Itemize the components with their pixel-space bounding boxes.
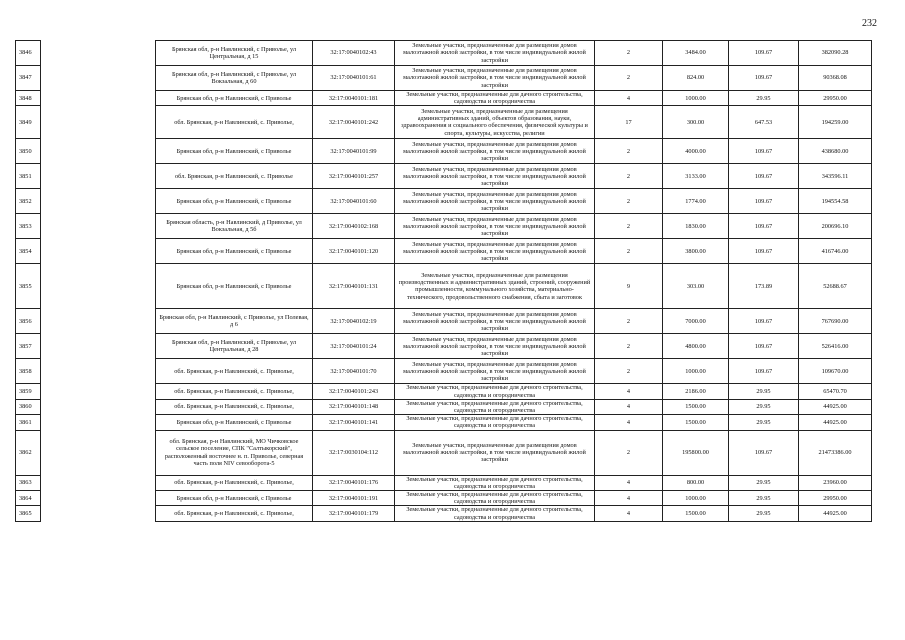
row-number: 3865 (16, 506, 41, 521)
specific-value-cell: 109.67 (729, 309, 799, 334)
cadastral-number-cell: 32:17:0040101:70 (313, 359, 395, 384)
area-cell: 300.00 (663, 106, 729, 139)
area-cell: 1500.00 (663, 506, 729, 521)
specific-value-cell: 29.95 (729, 475, 799, 490)
row-number: 3862 (16, 430, 41, 475)
table-row (16, 91, 872, 106)
cadastral-value-cell: 109670.00 (799, 359, 872, 384)
land-use-cell: Земельные участки, предназначенные для дачного строительства, садоводства и огородничества (395, 506, 595, 521)
specific-value-cell: 109.67 (729, 66, 799, 91)
specific-value-cell: 109.67 (729, 430, 799, 475)
address-cell: Брянская обл, р-н Навлинский, с Приволье (156, 239, 313, 264)
use-group-cell: 2 (595, 430, 663, 475)
table-row (16, 66, 872, 91)
spacer-cell (41, 164, 156, 189)
table-row (16, 399, 872, 414)
spacer-cell (41, 384, 156, 399)
use-group-cell: 2 (595, 139, 663, 164)
cadastral-value-cell: 29950.00 (799, 91, 872, 106)
use-group-cell: 2 (595, 189, 663, 214)
table-row (16, 430, 872, 475)
use-group-cell: 2 (595, 214, 663, 239)
cadastral-number-cell: 32:17:0040101:120 (313, 239, 395, 264)
area-cell: 1000.00 (663, 491, 729, 506)
spacer-cell (41, 106, 156, 139)
area-cell: 3484.00 (663, 41, 729, 66)
table-row (16, 506, 872, 521)
row-number: 3864 (16, 491, 41, 506)
use-group-cell: 2 (595, 66, 663, 91)
spacer-cell (41, 475, 156, 490)
use-group-cell: 2 (595, 41, 663, 66)
table-row (16, 139, 872, 164)
spacer-cell (41, 91, 156, 106)
spacer-cell (41, 506, 156, 521)
cadastral-value-cell: 44925.00 (799, 415, 872, 430)
table-row (16, 309, 872, 334)
area-cell: 4800.00 (663, 334, 729, 359)
land-use-cell: Земельные участки, предназначенные для размещения домов малоэтажной жилой застройки, в том числе индивидуальной жилой застройки (395, 139, 595, 164)
cadastral-number-cell: 32:17:0040101:24 (313, 334, 395, 359)
row-number: 3848 (16, 91, 41, 106)
address-cell: Брянская обл, р-н Навлинский, с Приволье (156, 264, 313, 309)
land-use-cell: Земельные участки, предназначенные для размещения домов малоэтажной жилой застройки, в том числе индивидуальной жилой застройки (395, 41, 595, 66)
specific-value-cell: 173.89 (729, 264, 799, 309)
table-row (16, 359, 872, 384)
area-cell: 1500.00 (663, 399, 729, 414)
cadastral-value-cell: 416746.00 (799, 239, 872, 264)
cadastral-number-cell: 32:17:0030104:112 (313, 430, 395, 475)
table-row (16, 239, 872, 264)
address-cell: обл. Брянская, р-н Навлинский, с. Приволье, (156, 384, 313, 399)
row-number: 3861 (16, 415, 41, 430)
use-group-cell: 2 (595, 334, 663, 359)
land-use-cell: Земельные участки, предназначенные для дачного строительства, садоводства и огородничества (395, 415, 595, 430)
address-cell: обл. Брянская, р-н Навлинский, с. Приволье, (156, 475, 313, 490)
land-use-cell: Земельные участки, предназначенные для размещения домов малоэтажной жилой застройки, в том числе индивидуальной жилой застройки (395, 214, 595, 239)
address-cell: Брянская обл, р-н Навлинский, с Приволье, ул Полевая, д 6 (156, 309, 313, 334)
cadastral-value-cell: 29950.00 (799, 491, 872, 506)
address-cell: Брянская обл, р-н Навлинский, с Приволье, ул Центральная, д 15 (156, 41, 313, 66)
cadastral-value-cell: 382090.28 (799, 41, 872, 66)
table-row (16, 475, 872, 490)
row-number: 3854 (16, 239, 41, 264)
spacer-cell (41, 359, 156, 384)
cadastral-number-cell: 32:17:0040101:191 (313, 491, 395, 506)
row-number: 3858 (16, 359, 41, 384)
specific-value-cell: 109.67 (729, 139, 799, 164)
specific-value-cell: 29.95 (729, 506, 799, 521)
land-use-cell: Земельные участки, предназначенные для размещения домов малоэтажной жилой застройки, в том числе индивидуальной жилой застройки (395, 359, 595, 384)
use-group-cell: 4 (595, 415, 663, 430)
use-group-cell: 2 (595, 239, 663, 264)
row-number: 3849 (16, 106, 41, 139)
specific-value-cell: 647.53 (729, 106, 799, 139)
table-row (16, 264, 872, 309)
cadastral-number-cell: 32:17:0040101:61 (313, 66, 395, 91)
row-number: 3855 (16, 264, 41, 309)
cadastral-number-cell: 32:17:0040101:243 (313, 384, 395, 399)
table-row (16, 41, 872, 66)
specific-value-cell: 29.95 (729, 384, 799, 399)
row-number: 3863 (16, 475, 41, 490)
use-group-cell: 4 (595, 491, 663, 506)
cadastral-value-cell: 200696.10 (799, 214, 872, 239)
row-number: 3859 (16, 384, 41, 399)
table-row (16, 415, 872, 430)
spacer-cell (41, 41, 156, 66)
area-cell: 3133.00 (663, 164, 729, 189)
area-cell: 1774.00 (663, 189, 729, 214)
row-number: 3856 (16, 309, 41, 334)
use-group-cell: 4 (595, 384, 663, 399)
use-group-cell: 4 (595, 475, 663, 490)
area-cell: 303.00 (663, 264, 729, 309)
address-cell: Брянская обл, р-н Навлинский, с Приволье, ул Центральная, д 28 (156, 334, 313, 359)
address-cell: Брянская обл, р-н Навлинский, с Приволье, ул Вокзальная, д 60 (156, 66, 313, 91)
land-use-cell: Земельные участки, предназначенные для размещения домов малоэтажной жилой застройки, в том числе индивидуальной жилой застройки (395, 430, 595, 475)
spacer-cell (41, 309, 156, 334)
address-cell: Брянская область, р-н Навлинский, д Приволье, ул Вокзальная, д 5б (156, 214, 313, 239)
use-group-cell: 4 (595, 399, 663, 414)
specific-value-cell: 109.67 (729, 239, 799, 264)
cadastral-value-cell: 52688.67 (799, 264, 872, 309)
table-row (16, 189, 872, 214)
area-cell: 800.00 (663, 475, 729, 490)
land-use-cell: Земельные участки, предназначенные для дачного строительства, садоводства и огородничества (395, 399, 595, 414)
address-cell: обл. Брянская, р-н Навлинский, с. Приволье (156, 164, 313, 189)
address-cell: Брянская обл, р-н Навлинский, с Приволье (156, 491, 313, 506)
cadastral-value-cell: 65470.70 (799, 384, 872, 399)
table-row (16, 334, 872, 359)
cadastral-value-cell: 21473386.00 (799, 430, 872, 475)
land-use-cell: Земельные участки, предназначенные для размещения производственных и административных зданий, строений, сооружений промышленности, коммунального хозяйства, материально-технического, продовольственного снабжения, сбыта и заготовок (395, 264, 595, 309)
specific-value-cell: 29.95 (729, 491, 799, 506)
row-number: 3853 (16, 214, 41, 239)
address-cell: Брянская обл, р-н Навлинский, с Приволье (156, 91, 313, 106)
cadastral-value-cell: 526416.00 (799, 334, 872, 359)
spacer-cell (41, 491, 156, 506)
land-use-cell: Земельные участки, предназначенные для размещения домов малоэтажной жилой застройки, в том числе индивидуальной жилой застройки (395, 189, 595, 214)
cadastral-value-cell: 343596.11 (799, 164, 872, 189)
cadastral-number-cell: 32:17:0040102:168 (313, 214, 395, 239)
cadastral-value-cell: 194554.58 (799, 189, 872, 214)
row-number: 3847 (16, 66, 41, 91)
land-use-cell: Земельные участки, предназначенные для размещения домов малоэтажной жилой застройки, в том числе индивидуальной жилой застройки (395, 334, 595, 359)
row-number: 3852 (16, 189, 41, 214)
address-cell: обл. Брянская, р-н Навлинский, с. Приволье, (156, 106, 313, 139)
area-cell: 4000.00 (663, 139, 729, 164)
specific-value-cell: 109.67 (729, 189, 799, 214)
cadastral-number-cell: 32:17:0040101:176 (313, 475, 395, 490)
specific-value-cell: 29.95 (729, 399, 799, 414)
specific-value-cell: 109.67 (729, 334, 799, 359)
cadastral-number-cell: 32:17:0040101:99 (313, 139, 395, 164)
cadastral-number-cell: 32:17:0040102:43 (313, 41, 395, 66)
table-row (16, 384, 872, 399)
land-use-cell: Земельные участки, предназначенные для дачного строительства, садоводства и огородничества (395, 384, 595, 399)
cadastral-number-cell: 32:17:0040102:19 (313, 309, 395, 334)
specific-value-cell: 29.95 (729, 91, 799, 106)
area-cell: 7000.00 (663, 309, 729, 334)
cadastral-value-cell: 194259.00 (799, 106, 872, 139)
row-number: 3851 (16, 164, 41, 189)
row-number: 3860 (16, 399, 41, 414)
land-use-cell: Земельные участки, предназначенные для размещения административных зданий, объектов образования, науки, здравоохранения и социального обеспечения, физической культуры и спорта, культуры, искусства, религии (395, 106, 595, 139)
area-cell: 1500.00 (663, 415, 729, 430)
address-cell: обл. Брянская, р-н Навлинский, с. Приволье, (156, 359, 313, 384)
land-use-cell: Земельные участки, предназначенные для размещения домов малоэтажной жилой застройки, в том числе индивидуальной жилой застройки (395, 239, 595, 264)
address-cell: обл. Брянская, р-н Навлинский, с. Приволье, (156, 399, 313, 414)
cadastral-value-cell: 438680.00 (799, 139, 872, 164)
spacer-cell (41, 139, 156, 164)
spacer-cell (41, 399, 156, 414)
cadastral-number-cell: 32:17:0040101:141 (313, 415, 395, 430)
spacer-cell (41, 264, 156, 309)
table-row (16, 214, 872, 239)
address-cell: обл. Брянская, р-н Навлинский, МО Чичковское сельское поселение, СПК "Салтыкорский", расположенный восточнее н. п. Приволье, северная часть поля NIV севооборота-5 (156, 430, 313, 475)
cadastral-number-cell: 32:17:0040101:131 (313, 264, 395, 309)
land-use-cell: Земельные участки, предназначенные для дачного строительства, садоводства и огородничества (395, 491, 595, 506)
use-group-cell: 17 (595, 106, 663, 139)
land-use-cell: Земельные участки, предназначенные для размещения домов малоэтажной жилой застройки, в том числе индивидуальной жилой застройки (395, 309, 595, 334)
cadastral-value-cell: 44925.00 (799, 506, 872, 521)
cadastral-value-cell: 767690.00 (799, 309, 872, 334)
area-cell: 195800.00 (663, 430, 729, 475)
land-use-cell: Земельные участки, предназначенные для дачного строительства, садоводства и огородничества (395, 91, 595, 106)
table-row (16, 491, 872, 506)
use-group-cell: 2 (595, 164, 663, 189)
cadastral-number-cell: 32:17:0040101:257 (313, 164, 395, 189)
use-group-cell: 2 (595, 309, 663, 334)
specific-value-cell: 29.95 (729, 415, 799, 430)
land-use-cell: Земельные участки, предназначенные для дачного строительства, садоводства и огородничества (395, 475, 595, 490)
spacer-cell (41, 66, 156, 91)
land-use-cell: Земельные участки, предназначенные для размещения домов малоэтажной жилой застройки, в том числе индивидуальной жилой застройки (395, 164, 595, 189)
area-cell: 2186.00 (663, 384, 729, 399)
specific-value-cell: 109.67 (729, 164, 799, 189)
use-group-cell: 9 (595, 264, 663, 309)
spacer-cell (41, 334, 156, 359)
cadastral-number-cell: 32:17:0040101:242 (313, 106, 395, 139)
area-cell: 3800.00 (663, 239, 729, 264)
page-number: 232 (862, 18, 877, 29)
table-row (16, 164, 872, 189)
table-row (16, 106, 872, 139)
row-number: 3846 (16, 41, 41, 66)
specific-value-cell: 109.67 (729, 214, 799, 239)
specific-value-cell: 109.67 (729, 359, 799, 384)
spacer-cell (41, 415, 156, 430)
address-cell: Брянская обл, р-н Навлинский, с Приволье (156, 415, 313, 430)
use-group-cell: 4 (595, 91, 663, 106)
cadastral-number-cell: 32:17:0040101:148 (313, 399, 395, 414)
spacer-cell (41, 239, 156, 264)
spacer-cell (41, 189, 156, 214)
cadastral-value-table (15, 40, 872, 522)
cadastral-number-cell: 32:17:0040101:181 (313, 91, 395, 106)
specific-value-cell: 109.67 (729, 41, 799, 66)
cadastral-number-cell: 32:17:0040101:179 (313, 506, 395, 521)
area-cell: 1000.00 (663, 91, 729, 106)
cadastral-value-cell: 90368.08 (799, 66, 872, 91)
cadastral-value-cell: 44925.00 (799, 399, 872, 414)
use-group-cell: 4 (595, 506, 663, 521)
spacer-cell (41, 430, 156, 475)
use-group-cell: 2 (595, 359, 663, 384)
address-cell: Брянская обл, р-н Навлинский, с Приволье (156, 189, 313, 214)
row-number: 3850 (16, 139, 41, 164)
area-cell: 1000.00 (663, 359, 729, 384)
address-cell: обл. Брянская, р-н Навлинский, с. Приволье, (156, 506, 313, 521)
area-cell: 1830.00 (663, 214, 729, 239)
area-cell: 824.00 (663, 66, 729, 91)
row-number: 3857 (16, 334, 41, 359)
cadastral-value-cell: 23960.00 (799, 475, 872, 490)
address-cell: Брянская обл, р-н Навлинский, с Приволье (156, 139, 313, 164)
cadastral-number-cell: 32:17:0040101:60 (313, 189, 395, 214)
land-use-cell: Земельные участки, предназначенные для размещения домов малоэтажной жилой застройки, в том числе индивидуальной жилой застройки (395, 66, 595, 91)
spacer-cell (41, 214, 156, 239)
